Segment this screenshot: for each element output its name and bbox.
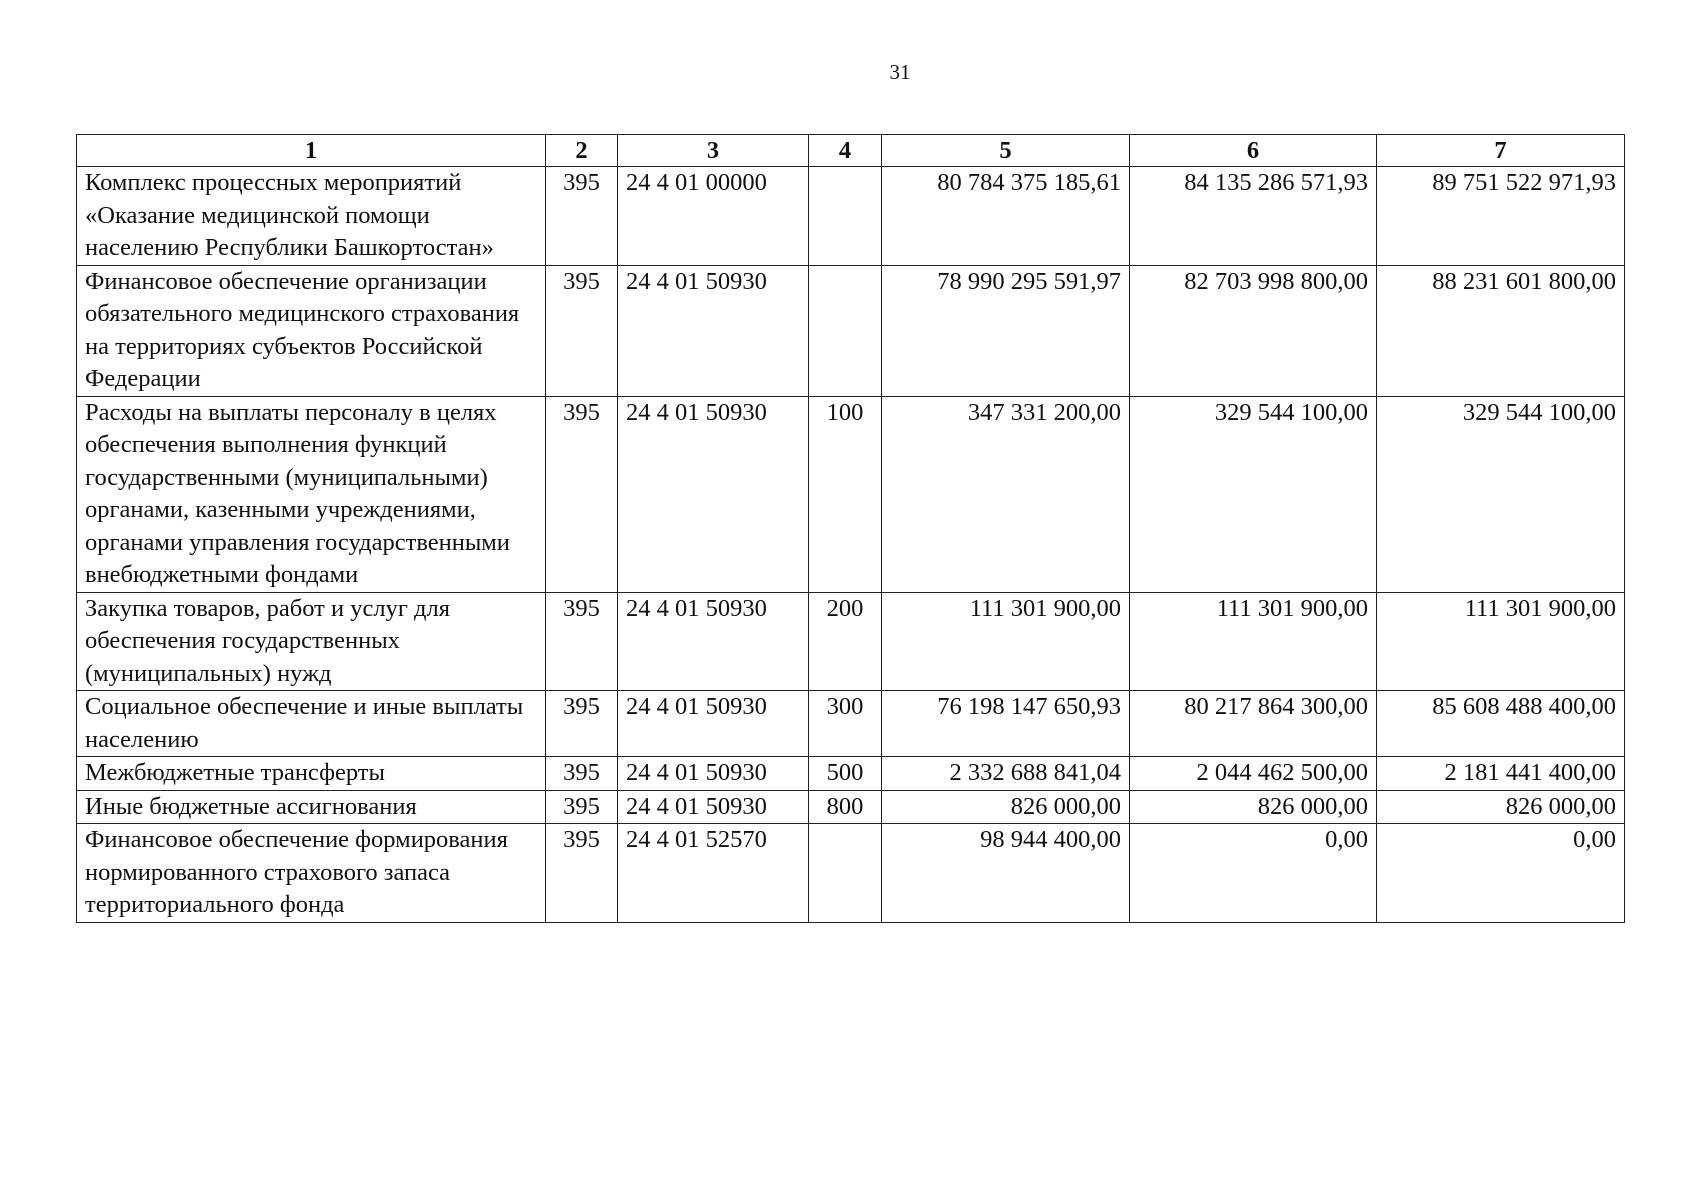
expense-type-code — [809, 167, 882, 266]
amount-year-3: 329 544 100,00 — [1377, 396, 1625, 592]
grbs-code: 395 — [546, 790, 618, 824]
expense-type-code: 300 — [809, 691, 882, 757]
amount-year-2: 0,00 — [1130, 824, 1377, 923]
expense-type-code: 800 — [809, 790, 882, 824]
amount-year-2: 329 544 100,00 — [1130, 396, 1377, 592]
amount-year-3: 0,00 — [1377, 824, 1625, 923]
expense-type-code: 200 — [809, 592, 882, 691]
amount-year-2: 82 703 998 800,00 — [1130, 265, 1377, 396]
amount-year-1: 826 000,00 — [882, 790, 1130, 824]
expense-type-code — [809, 265, 882, 396]
amount-year-1: 2 332 688 841,04 — [882, 757, 1130, 791]
target-article-code: 24 4 01 50930 — [618, 790, 809, 824]
amount-year-1: 76 198 147 650,93 — [882, 691, 1130, 757]
amount-year-1: 78 990 295 591,97 — [882, 265, 1130, 396]
col-header-2: 2 — [546, 135, 618, 167]
target-article-code: 24 4 01 00000 — [618, 167, 809, 266]
table-row — [77, 691, 1625, 757]
expense-type-code: 100 — [809, 396, 882, 592]
budget-table — [76, 134, 1625, 923]
grbs-code: 395 — [546, 592, 618, 691]
expense-name: Иные бюджетные ассигнования — [77, 790, 546, 824]
col-header-7: 7 — [1377, 135, 1625, 167]
table-row — [77, 396, 1625, 592]
amount-year-2: 84 135 286 571,93 — [1130, 167, 1377, 266]
grbs-code: 395 — [546, 824, 618, 923]
table-row — [77, 167, 1625, 266]
table-row — [77, 265, 1625, 396]
page-number: 31 — [889, 60, 911, 84]
col-header-5: 5 — [882, 135, 1130, 167]
grbs-code: 395 — [546, 265, 618, 396]
table-header-row — [77, 135, 1625, 167]
target-article-code: 24 4 01 52570 — [618, 824, 809, 923]
expense-name: Финансовое обеспечение формирования нормированного страхового запаса территориального фонда — [77, 824, 546, 923]
expense-name: Финансовое обеспечение организации обязательного медицинского страхования на территориях субъектов Российской Федерации — [77, 265, 546, 396]
amount-year-3: 88 231 601 800,00 — [1377, 265, 1625, 396]
table-row — [77, 790, 1625, 824]
amount-year-3: 85 608 488 400,00 — [1377, 691, 1625, 757]
target-article-code: 24 4 01 50930 — [618, 265, 809, 396]
target-article-code: 24 4 01 50930 — [618, 396, 809, 592]
grbs-code: 395 — [546, 396, 618, 592]
expense-name: Социальное обеспечение и иные выплаты населению — [77, 691, 546, 757]
amount-year-1: 80 784 375 185,61 — [882, 167, 1130, 266]
grbs-code: 395 — [546, 757, 618, 791]
expense-name: Закупка товаров, работ и услуг для обеспечения государственных (муниципальных) нужд — [77, 592, 546, 691]
expense-name: Расходы на выплаты персоналу в целях обеспечения выполнения функций государственными (муниципальными) органами, казенными учреждениями, органами управления государственными внебюджетными фондами — [77, 396, 546, 592]
amount-year-3: 89 751 522 971,93 — [1377, 167, 1625, 266]
amount-year-1: 347 331 200,00 — [882, 396, 1130, 592]
amount-year-2: 80 217 864 300,00 — [1130, 691, 1377, 757]
table-row — [77, 757, 1625, 791]
col-header-1: 1 — [77, 135, 546, 167]
table-row — [77, 592, 1625, 691]
col-header-6: 6 — [1130, 135, 1377, 167]
amount-year-2: 2 044 462 500,00 — [1130, 757, 1377, 791]
amount-year-1: 98 944 400,00 — [882, 824, 1130, 923]
table-row — [77, 824, 1625, 923]
expense-name: Комплекс процессных мероприятий «Оказание медицинской помощи населению Республики Башкортостан» — [77, 167, 546, 266]
target-article-code: 24 4 01 50930 — [618, 691, 809, 757]
grbs-code: 395 — [546, 691, 618, 757]
col-header-3: 3 — [618, 135, 809, 167]
grbs-code: 395 — [546, 167, 618, 266]
col-header-4: 4 — [809, 135, 882, 167]
amount-year-2: 111 301 900,00 — [1130, 592, 1377, 691]
target-article-code: 24 4 01 50930 — [618, 757, 809, 791]
amount-year-3: 2 181 441 400,00 — [1377, 757, 1625, 791]
expense-type-code: 500 — [809, 757, 882, 791]
amount-year-2: 826 000,00 — [1130, 790, 1377, 824]
target-article-code: 24 4 01 50930 — [618, 592, 809, 691]
expense-name: Межбюджетные трансферты — [77, 757, 546, 791]
amount-year-3: 111 301 900,00 — [1377, 592, 1625, 691]
amount-year-3: 826 000,00 — [1377, 790, 1625, 824]
expense-type-code — [809, 824, 882, 923]
amount-year-1: 111 301 900,00 — [882, 592, 1130, 691]
